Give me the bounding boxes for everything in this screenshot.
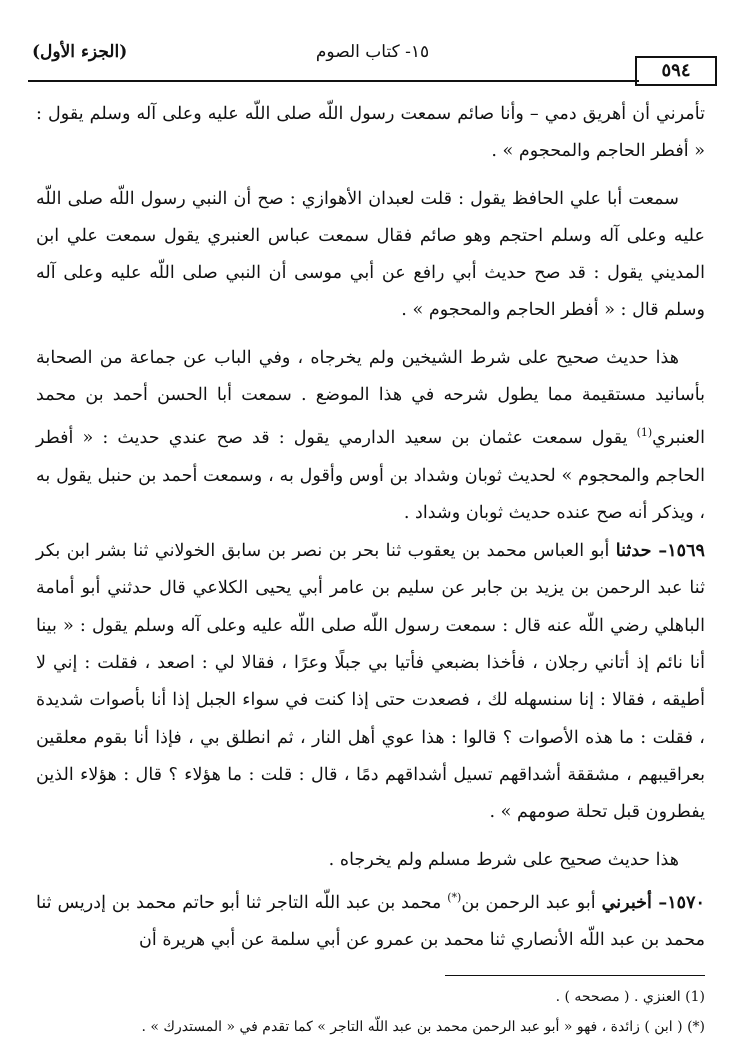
hadith-text: أبو العباس محمد بن يعقوب ثنا بحر بن نصر بن سابق الخولاني ثنا بشر ابن بكر ثنا عبد الرحمن بن يزيد بن جابر عن سليم بن عامر أبي يحيى الكلاعي قال حدثني أبو أمامة الباهلي رضي اللّه عنه قال : سمعت رسول اللّه صلى اللّه عليه وعلى آله وسلم يقول : « بينا أنا نائم إذ أتاني رجلان ، فأخذا بضبعي فأتيا بي جبلًا وعرًا ، فقالا لي : اصعد ، فقلت : إني لا أطيقه ، فقالا : إنا سنسهله لك ، فصعدت حتى إذا كنت في سواء الجبل إذا أنا بأصوات شديدة ، فقلت : ما هذه الأصوات ؟ قالوا : هذا عوي أهل النار ، ثم انطلق بي ، فإذا أنا بقوم معلقين بعراقيبهم ، مشققة أشداقهم تسيل أشداقهم دمًا ، قال : قلت : ما هؤلاء ؟ قال : هؤلاء الذين يفطرون قبل تحلة صومهم » . <box>36 541 705 823</box>
footnote-ref-star: (*) <box>447 890 462 904</box>
chapter-title: ١٥- كتاب الصوم <box>315 42 430 62</box>
footnote-star: (*) ( ابن ) زائدة ، فهو « أبو عبد الرحمن محمد بن عبد اللّه التاجر » كما تقدم في « المستدرك » . <box>141 1019 705 1035</box>
paragraph-3-part-a: هذا حديث صحيح على شرط الشيخين ولم يخرجاه ، وفي الباب عن جماعة من الصحابة بأسانيد مستقيمة مما يطول شرحه في هذا الموضع . سمعت أبا الحسن أحمد بن محمد العنبري <box>36 347 705 449</box>
footnote-1: (1) العنزي . ( مصححه ) . <box>555 989 705 1005</box>
hadith-text-b: محمد بن عبد اللّه التاجر ثنا أبو حاتم محمد بن إدريس ثنا محمد بن عبد اللّه الأنصاري ثنا محمد بن عمرو عن أبي سلمة عن أبي هريرة أن <box>36 892 705 950</box>
hadith-lead: حدثنا <box>615 540 652 562</box>
footnotes <box>36 982 705 1042</box>
footnote-rule <box>445 975 705 976</box>
hadith-number: ١٥٦٩– <box>651 540 705 562</box>
paragraph-3-part-b: يقول سمعت عثمان بن سعيد الدارمي يقول : قد صح عندي حديث : « أفطر الحاجم والمحجوم » لحديث ثوبان وشداد بن أوس وأقول به ، وسمعت أحمد بن حنبل يقول به ، ويذكر أنه صح عنده حديث ثوبان وشداد . <box>36 428 705 523</box>
hadith-lead: أخبرني <box>601 891 652 913</box>
paragraph-1: تأمرني أن أهريق دمي – وأنا صائم سمعت رسول اللّه صلى اللّه عليه وعلى آله وسلم يقول : « أفطر الحاجم والمحجوم » . <box>36 104 705 162</box>
main-text <box>36 96 705 959</box>
hadith-number: ١٥٧٠– <box>651 891 705 913</box>
paragraph-2: سمعت أبا علي الحافظ يقول : قلت لعبدان الأهوازي : صح أن النبي رسول اللّه صلى اللّه عليه وعلى آله وسلم احتجم وهو صائم فقال سمعت عباس العنبري يقول سمعت علي ابن المديني يقول : قد صح حديث أبي رافع عن أبي موسى أن النبي صلى اللّه عليه وعلى آله وسلم قال : « أفطر الحاجم والمحجوم » . <box>36 188 705 321</box>
hadith-1570 <box>36 879 705 959</box>
page-header <box>28 38 717 82</box>
paragraph-3 <box>36 340 705 532</box>
hadith-1569 <box>36 532 705 831</box>
footnote-ref-1: (1) <box>636 426 653 440</box>
volume-label: (الجزء الأول) <box>32 42 128 62</box>
paragraph-4: هذا حديث صحيح على شرط مسلم ولم يخرجاه . <box>328 849 679 870</box>
hadith-text-a: أبو عبد الرحمن بن <box>461 892 602 913</box>
header-rule <box>28 80 639 82</box>
page-number: ٥٩٤ <box>635 56 717 86</box>
